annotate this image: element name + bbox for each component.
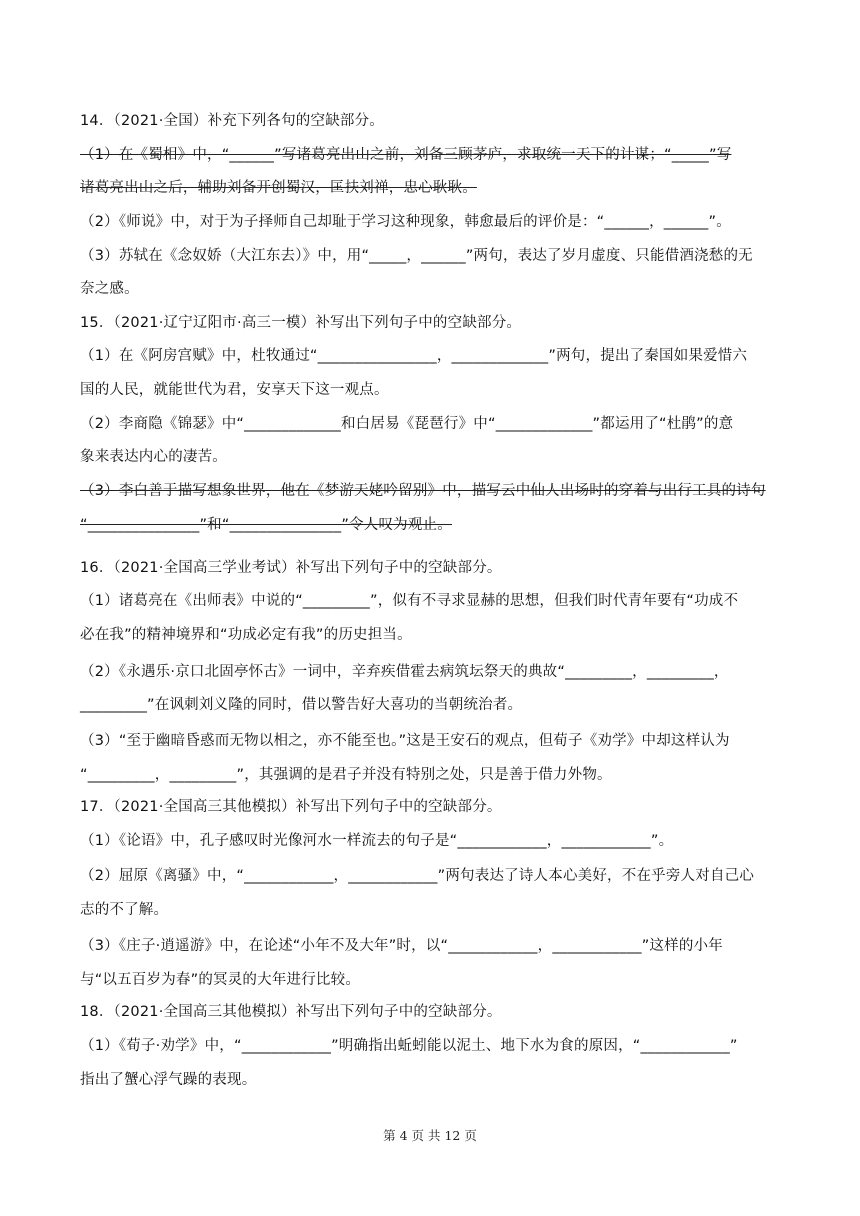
question-18-item-1-line-1: （1）《荀子·劝学》中，“____________”明确指出蚯蚓能以泥土、地下水为食的原因，“____________” [80,1038,738,1054]
question-15-item-3-line-2: “_______________”和“_______________”令人叹为观止。 [80,517,452,533]
question-18-heading: 18．（2021·全国高三其他模拟）补写出下列句子中的空缺部分。 [80,1004,502,1020]
question-17-heading: 17．（2021·全国高三其他模拟）补写出下列句子中的空缺部分。 [80,799,502,815]
question-15-heading: 15．（2021·辽宁辽阳市·高三一模）补写出下列句子中的空缺部分。 [80,315,522,331]
question-16-item-3-line-1: （3）“至于幽暗昏惑而无物以相之，亦不能至也。”这是王安石的观点，但荀子《劝学》中却这样认为 [80,733,730,749]
question-17-item-2-line-2: 志的不了解。 [80,902,169,918]
question-17-item-2-line-1: （2）屈原《离骚》中，“____________，____________”两句表达了诗人本心美好，不在乎旁人对自己心 [80,868,755,884]
question-17-item-1: （1）《论语》中，孔子感叹时光像河水一样流去的句子是“____________，____________”。 [80,833,674,849]
question-15-item-2-line-1: （2）李商隐《锦瑟》中“_____________和白居易《琵琶行》中“_____________”都运用了“杜鹃”的意 [80,416,734,432]
question-15-item-3-line-1: （3）李白善于描写想象世界，他在《梦游天姥吟留别》中，描写云中仙人出场时的穿着与出行工具的诗句 [80,483,766,499]
question-16-item-3-line-2: “_________，_________”，其强调的是君子并没有特别之处，只是善于借力外物。 [80,767,612,783]
question-15-item-2-line-2: 象来表达内心的凄苦。 [80,449,227,465]
question-16-item-1-line-1: （1）诸葛亮在《出师表》中说的“_________”，似有不寻求显赫的思想，但我们时代青年要有“功成不 [80,593,739,609]
question-16-item-2-line-1: （2）《永遇乐·京口北固亭怀古》一词中，辛弃疾借霍去病筑坛祭天的典故“_________，_________， [80,664,729,680]
question-14-item-1-line-1: （1）在《蜀相》中，“______”写诸葛亮出山之前，刘备三顾茅庐，求取统一天下的计谋；“_____”写 [80,147,732,163]
question-18-item-1-line-2: 指出了蟹心浮气躁的表现。 [80,1072,257,1088]
question-17-item-3-line-1: （3）《庄子·逍遥游》中，在论述“小年不及大年”时，以“____________，____________”这样的小年 [80,938,723,954]
question-14-heading: 14．（2021·全国）补充下列各句的空缺部分。 [80,113,385,129]
question-15-item-1-line-1: （1）在《阿房宫赋》中，杜牧通过“________________，_____________”两句，提出了秦国如果爱惜六 [80,348,748,364]
question-17-item-3-line-2: 与“以五百岁为春”的冥灵的大年进行比较。 [80,972,361,988]
page-number-footer: 第 4 页 共 12 页 [383,1128,477,1143]
question-14-item-3-line-2: 奈之感。 [80,281,139,297]
question-14-item-3-line-1: （3）苏轼在《念奴娇（大江东去）》中，用“_____，______”两句，表达了岁月虚度、只能借酒浇愁的无 [80,248,753,264]
question-16-heading: 16．（2021·全国高三学业考试）补写出下列句子中的空缺部分。 [80,560,502,576]
question-14-item-2: （2）《师说》中，对于为子择师自己却耻于学习这种现象，韩愈最后的评价是：“______，______”。 [80,214,731,230]
question-15-item-1-line-2: 国的人民，就能世代为君，安享天下这一观点。 [80,382,389,398]
question-14-item-1-line-2: 诸葛亮出山之后，辅助刘备开创蜀汉，匡扶刘禅，忠心耿耿。 [80,180,477,196]
question-16-item-2-line-2: _________”在讽刺刘义隆的同时，借以警告好大喜功的当朝统治者。 [80,697,523,713]
question-16-item-1-line-2: 必在我”的精神境界和“功成必定有我”的历史担当。 [80,627,412,643]
